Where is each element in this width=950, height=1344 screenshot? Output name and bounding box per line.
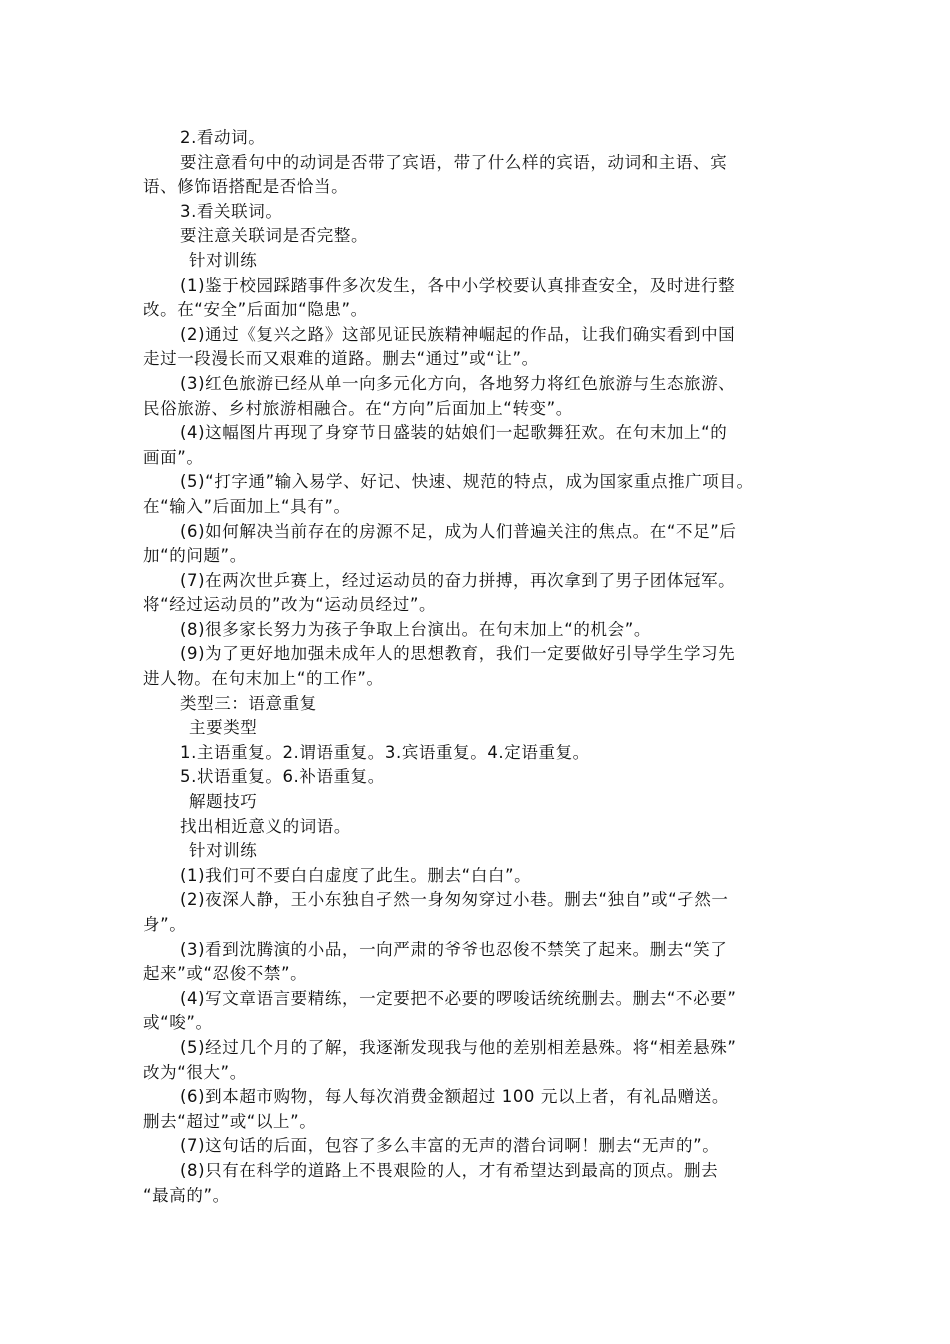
text-line: (1)我们可不要白白虚度了此生。删去“白白”。 <box>180 865 532 885</box>
text-line: 1.主语重复。2.谓语重复。3.宾语重复。4.定语重复。 <box>180 742 590 762</box>
text-line: 加“的问题”。 <box>143 546 247 566</box>
text-line: (9)为了更好地加强未成年人的思想教育，我们一定要做好引导学生学习先 <box>180 644 736 664</box>
text-line: (4)这幅图片再现了身穿节日盛装的姑娘们一起歌舞狂欢。在句末加上“的 <box>180 423 728 443</box>
text-line: (3)看到沈腾演的小品，一向严肃的爷爷也忍俊不禁笑了起来。删去“笑了 <box>180 939 728 959</box>
text-line: (3)红色旅游已经从单一向多元化方向，各地努力将红色旅游与生态旅游、 <box>180 373 736 393</box>
text-line: 起来”或“忍俊不禁”。 <box>143 964 308 984</box>
text-line: (6)到本超市购物，每人每次消费金额超过 100 元以上者，有礼品赠送。 <box>180 1087 729 1107</box>
text-line: (1)鉴于校园踩踏事件多次发生，各中小学校要认真排查安全，及时进行整 <box>180 275 736 295</box>
text-line: 改。在“安全”后面加“隐患”。 <box>143 300 368 320</box>
text-line: 在“输入”后面加上“具有”。 <box>143 496 351 516</box>
text-line: 要注意关联词是否完整。 <box>180 226 369 246</box>
text-line: 类型三：语意重复 <box>180 693 317 713</box>
text-line: 民俗旅游、乡村旅游相融合。在“方向”后面加上“转变”。 <box>143 398 573 418</box>
text-line: (7)在两次世乒赛上，经过运动员的奋力拼搏，再次拿到了男子团体冠军。 <box>180 570 736 590</box>
text-line: 身”。 <box>143 915 187 934</box>
text-line: 5.状语重复。6.补语重复。 <box>180 767 385 787</box>
text-line: 画面”。 <box>143 447 204 467</box>
text-line: 改为“很大”。 <box>143 1062 247 1082</box>
text-line: “最高的”。 <box>143 1185 230 1205</box>
text-line: 或“唆”。 <box>143 1013 213 1033</box>
text-line: (8)很多家长努力为孩子争取上台演出。在句末加上“的机会”。 <box>180 619 651 639</box>
text-line: 要注意看句中的动词是否带了宾语，带了什么样的宾语，动词和主语、宾 <box>180 152 728 172</box>
text-line: 3.看关联词。 <box>180 201 283 221</box>
text-line: 语、修饰语搭配是否恰当。 <box>143 177 349 197</box>
text-line: 主要类型 <box>189 718 258 738</box>
text-line: (8)只有在科学的道路上不畏艰险的人，才有希望达到最高的顶点。删去 <box>180 1160 719 1180</box>
text-line: (5)“打字通”输入易学、好记、快速、规范的特点，成为国家重点推广项目。 <box>180 472 754 492</box>
text-line: 将“经过运动员的”改为“运动员经过”。 <box>143 595 437 615</box>
text-line: (5)经过几个月的了解，我逐渐发现我与他的差别相差悬殊。将“相差悬殊” <box>180 1037 737 1057</box>
text-line: 解题技巧 <box>189 792 258 812</box>
text-line: 进人物。在句末加上“的工作”。 <box>143 669 384 689</box>
document-body <box>143 126 818 1208</box>
text-line: (6)如何解决当前存在的房源不足，成为人们普遍关注的焦点。在“不足”后 <box>180 521 737 541</box>
text-line: 删去“超过”或“以上”。 <box>143 1111 317 1131</box>
text-line: (2)夜深人静，王小东独自孑然一身匆匆穿过小巷。删去“独自”或“孑然一 <box>180 890 729 910</box>
text-line: 针对训练 <box>189 250 258 270</box>
text-line: 2.看动词。 <box>180 128 266 147</box>
text-line: 找出相近意义的词语。 <box>180 816 351 836</box>
text-line: 走过一段漫长而又艰难的道路。删去“通过”或“让”。 <box>143 349 539 369</box>
text-line: (2)通过《复兴之路》这部见证民族精神崛起的作品，让我们确实看到中国 <box>180 324 736 344</box>
text-line: (7)这句话的后面，包容了多么丰富的无声的潜台词啊！删去“无声的”。 <box>180 1136 720 1156</box>
text-line: (4)写文章语言要精练，一定要把不必要的啰唆话统统删去。删去“不必要” <box>180 988 737 1008</box>
text-line: 针对训练 <box>189 841 258 861</box>
